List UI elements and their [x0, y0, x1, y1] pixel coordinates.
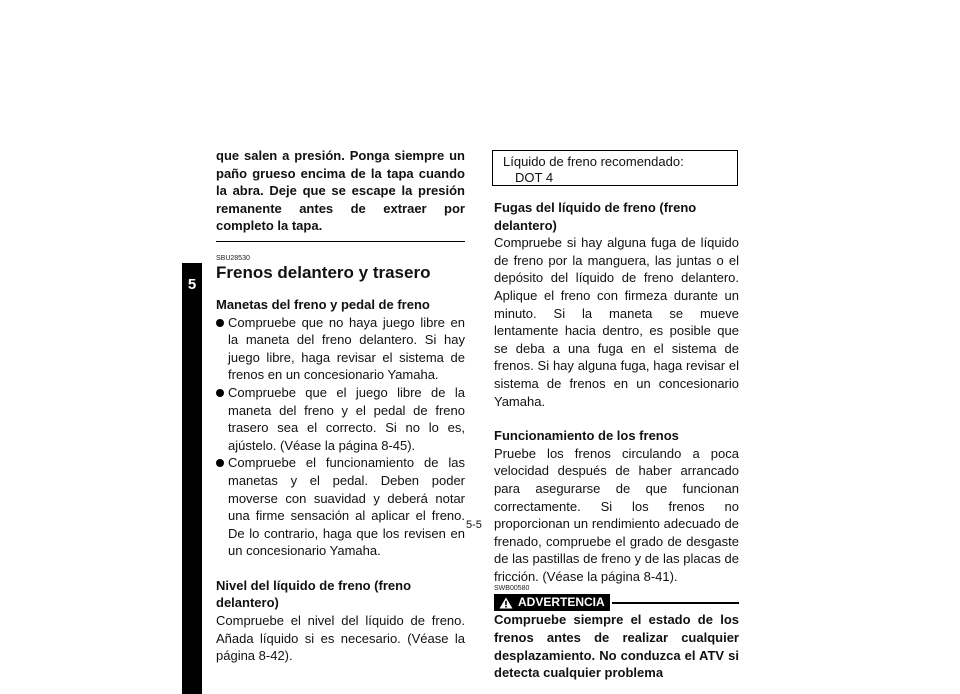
- fluid-level-heading: Nivel del líquido de freno (freno delantero): [216, 577, 412, 611]
- warning-rule: [612, 602, 739, 604]
- warning-label: ADVERTENCIA: [518, 595, 605, 610]
- recommended-fluid-box: [492, 150, 738, 186]
- warning-badge: [494, 594, 610, 611]
- warning-triangle-icon: [499, 597, 513, 609]
- leaks-text: Compruebe si hay alguna fuga de líquido de freno por la manguera, las juntas o el depósito del líquido de freno delantero. Aplique el freno con firmeza durante un minuto. Si la maneta se mueve lentamente hacia dentro, es posible que se deba a una fuga en el sistema de frenos. Si hay alguna fuga, haga revisar el sistema de frenos en un concesionario Yamaha.: [494, 235, 739, 409]
- levers-bullet-list: [216, 314, 465, 560]
- operation-heading: Funcionamiento de los frenos: [494, 428, 679, 444]
- left-column: [216, 147, 465, 665]
- recommended-fluid-value: DOT 4: [515, 170, 554, 185]
- leaks-heading: Fugas del líquido de freno (freno delantero): [494, 200, 697, 233]
- list-item: Compruebe que no haya juego libre en la maneta del freno delantero. Si hay juego libre, haga revisar el sistema de frenos en un concesionario Yamaha.: [216, 314, 465, 384]
- fluid-level-text: Compruebe el nivel del líquido de freno. Añada líquido si es necesario. (Véase la página 8-42).: [216, 613, 465, 664]
- list-item: Compruebe que el juego libre de la maneta del freno y el pedal de freno trasero sea el correcto. Si no lo es, ajústelo. (Véase la página 8-45).: [216, 384, 465, 454]
- page-number: 5-5: [466, 519, 482, 531]
- recommended-fluid-label: Líquido de freno recomendado:: [503, 154, 684, 169]
- operation-text: Pruebe los frenos circulando a poca velocidad después de haber arrancado para asegurarse de que funcionan correctamente. Si los frenos no proporcionan un rendimiento adecuado de frenado, compruebe el grado de desgaste de las pastillas de freno y de las placas de fricción. (Véase la página 8-41).: [494, 445, 739, 584]
- section-code: SBU28530: [216, 254, 250, 262]
- section-title: Frenos delantero y trasero: [216, 262, 431, 282]
- intro-paragraph: que salen a presión. Ponga siempre un paño grueso encima de la tapa cuando la abra. Deje que se escape la presión remanente antes de extraer por completo la tapa.: [216, 147, 465, 242]
- levers-heading: Manetas del freno y pedal de freno: [216, 296, 430, 312]
- warning-text: Compruebe siempre el estado de los frenos antes de realizar cualquier desplazamiento. No conduzca el ATV si detecta cualquier problema: [494, 612, 739, 681]
- warning-code: SWB00580: [494, 585, 530, 593]
- right-column: [494, 199, 739, 682]
- list-item: Compruebe el funcionamiento de las manetas y el pedal. Deben poder moverse con suavidad y deberá notar una firme sensación al aplicar el freno. De lo contrario, haga que los revisen en un concesionario Yamaha.: [216, 454, 465, 560]
- warning-header: [494, 594, 739, 611]
- chapter-tab: 5: [182, 264, 202, 694]
